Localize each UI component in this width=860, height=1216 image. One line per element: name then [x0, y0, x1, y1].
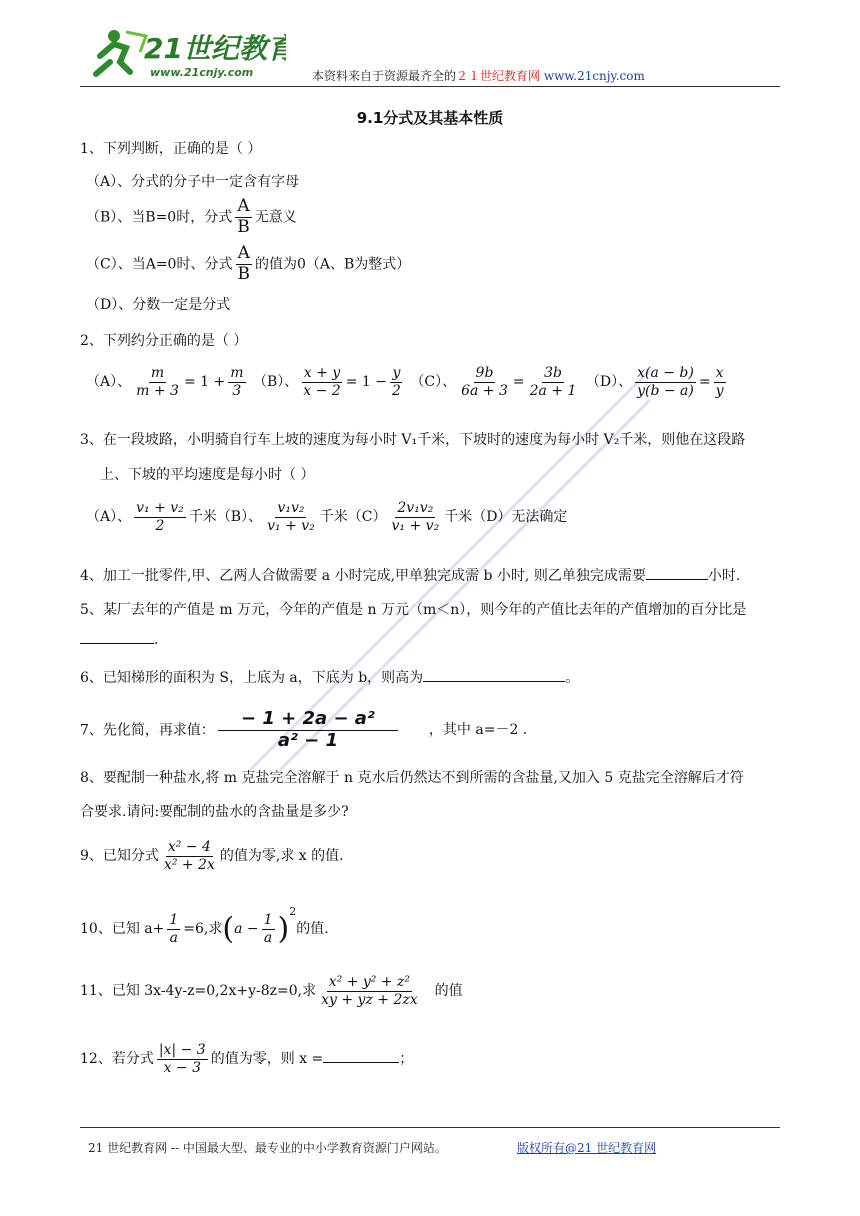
q7: 7、先化简，再求值： $\frac{\text{− 1 + 2a − a²}}{\text{a² − 1}}$ ，其中 a=－2 .: [80, 708, 528, 751]
q11: 11、已知 3x-4y-z=0,2x+y-8z=0,求 $\frac{\text{x² + y² + z²}}{xy + yz + 2zx}$ 的值: [80, 974, 463, 1008]
q10-frac1: $\frac{1}{a}$: [169, 911, 179, 946]
q5-line1: 5、某厂去年的产值是 m 万元，今年的产值是 n 万元（m＜n），则今年的产值比去年的产值增加的百分比是: [80, 602, 747, 618]
header-note: [312, 67, 645, 84]
q5-line2: .: [80, 632, 158, 648]
footer-copyright-link[interactable]: 版权所有@21 世纪教育网: [517, 1141, 657, 1155]
q2-c-frac2: $\frac{3b}{2a + 1}$: [529, 365, 577, 399]
q2-a-frac2: $\frac{m}{3}$: [230, 365, 244, 399]
q7-fraction: $\frac{\text{− 1 + 2a − a²}}{\text{a² − 1}}$: [218, 710, 398, 751]
q1-b-pre: （B）、当B=0时，分式: [86, 209, 233, 226]
footer-text: 21 世纪教育网 -- 中国最大型、最专业的中小学教育资源门户网站。: [88, 1141, 447, 1155]
q2-b-frac2: $\frac{y}{2}$: [391, 365, 401, 399]
q8-line2: 合要求.请问:要配制的盐水的含盐量是多少?: [80, 804, 349, 820]
q1-c-post: 的值为0（A、B为整式）: [254, 256, 411, 273]
q2-d-frac2: $\frac{x}{y}$: [715, 365, 724, 399]
page-title: 9.1分式及其基本性质: [356, 109, 504, 127]
q1-option-d: （D）、分数一定是分式: [86, 297, 231, 313]
q4-answer-blank[interactable]: [646, 579, 708, 580]
q4: 4、加工一批零件,甲、乙两人合做需要 a 小时完成,甲单独完成需 b 小时, 则乙单独完成需要 小时.: [80, 568, 741, 584]
q11-fraction: $\frac{\text{x² + y² + z²}}{xy + yz + 2zx}$: [321, 974, 418, 1008]
q1-b-fraction: $\frac{A}{B}$: [237, 196, 250, 237]
q8-line1: 8、要配制一种盐水,将 m 克盐完全溶解于 n 克水后仍然达不到所需的含盐量,又加入 5 克盐完全溶解后才符: [80, 770, 744, 786]
logo-url: www.21cnjy.com: [150, 66, 254, 79]
q1-c-fraction: $\frac{A}{B}$: [237, 243, 250, 284]
q2-options: （A）、 $\frac{m}{m + 3}$ = 1 + $\frac{m}{3}$ （B）、 $\frac{x + y}{x - 2}$ = 1 − $\frac{y}{2}$ （C）、 $\frac{9b}{6a + 3}$ = $\frac{3b}{2a + 1}$ （D）、 $\frac{x(a - b)}{y(b - a)}$ = $\frac{x}{y}$: [86, 365, 724, 399]
header-note-link[interactable]: www.21cnjy.com: [543, 69, 645, 83]
q5-answer-blank[interactable]: [80, 643, 154, 644]
q1-option-a: （A）、分式的分子中一定含有字母: [86, 174, 300, 190]
q2-c-frac1: $\frac{9b}{6a + 3}$: [461, 365, 508, 399]
runner-logo-icon: [96, 30, 146, 74]
q2-stem: 2、下列约分正确的是（ ）: [80, 333, 248, 349]
q1-stem: 1、下列判断，正确的是（ ）: [80, 141, 262, 157]
q6-answer-blank[interactable]: [423, 681, 565, 682]
q10: 10、已知 a+ $\frac{1}{a}$ =6,求(a − $\frac{1}{a}$ )$^2$的值.: [80, 905, 329, 947]
q3-a-frac: $\frac{\text{v₁ + v₂}}{2}$: [136, 500, 184, 534]
q2-a-frac1: $\frac{m}{m + 3}$: [136, 365, 179, 399]
header-note-site: ２１世纪教育网: [456, 69, 541, 83]
q12: 12、若分式 $\frac{|x| - 3}{x - 3}$ 的值为零，则 x = ；: [80, 1042, 414, 1076]
q1-b-post: 无意义: [254, 209, 297, 226]
q1-c-pre: （C）、当A=0时、分式: [86, 256, 233, 273]
q10-frac2: $\frac{1}{a}$: [263, 911, 273, 946]
q3-line1: 3、在一段坡路，小明骑自行车上坡的速度为每小时 V₁千米，下坡时的速度为每小时 V₂千米，则他在这段路: [80, 432, 746, 448]
q1-option-b: [86, 198, 297, 237]
q6: 6、已知梯形的面积为 S，上底为 a，下底为 b，则高为 。: [80, 670, 580, 686]
logo-text: 21世纪教育: [144, 32, 286, 65]
q9: 9、已知分式 $\frac{\text{x² − 4}}{\text{x² + 2x}}$ 的值为零,求 x 的值.: [80, 839, 344, 873]
q12-answer-blank[interactable]: [323, 1062, 399, 1063]
q3-c-frac: $\frac{\text{2v₁v₂}}{\text{v₁ + v₂}}$: [391, 500, 440, 534]
q3-b-frac: $\frac{\text{v₁v₂}}{\text{v₁ + v₂}}$: [267, 500, 315, 534]
header-divider: [80, 86, 780, 87]
q12-fraction: $\frac{|x| - 3}{x - 3}$: [158, 1042, 206, 1076]
footer-divider: [80, 1127, 780, 1128]
header-note-prefix: 本资料来自于资源最齐全的: [312, 69, 457, 83]
q3-line2: 上、下坡的平均速度是每小时（ ）: [100, 467, 315, 483]
q2-d-frac1: $\frac{x(a - b)}{y(b - a)}$: [637, 365, 694, 399]
q1-option-c: [86, 245, 410, 284]
q2-b-frac1: $\frac{x + y}{x - 2}$: [303, 365, 341, 399]
q9-fraction: $\frac{\text{x² − 4}}{\text{x² + 2x}}$: [163, 839, 215, 873]
site-logo: [86, 22, 286, 84]
q3-options: （A）、 $\frac{\text{v₁ + v₂}}{2}$ 千米（B）、 $\frac{\text{v₁v₂}}{\text{v₁ + v₂}}$ 千米（C） $\frac{\text{2v₁v₂}}{\text{v₁ + v₂}}$ 千米（D）无法确定: [86, 500, 568, 534]
